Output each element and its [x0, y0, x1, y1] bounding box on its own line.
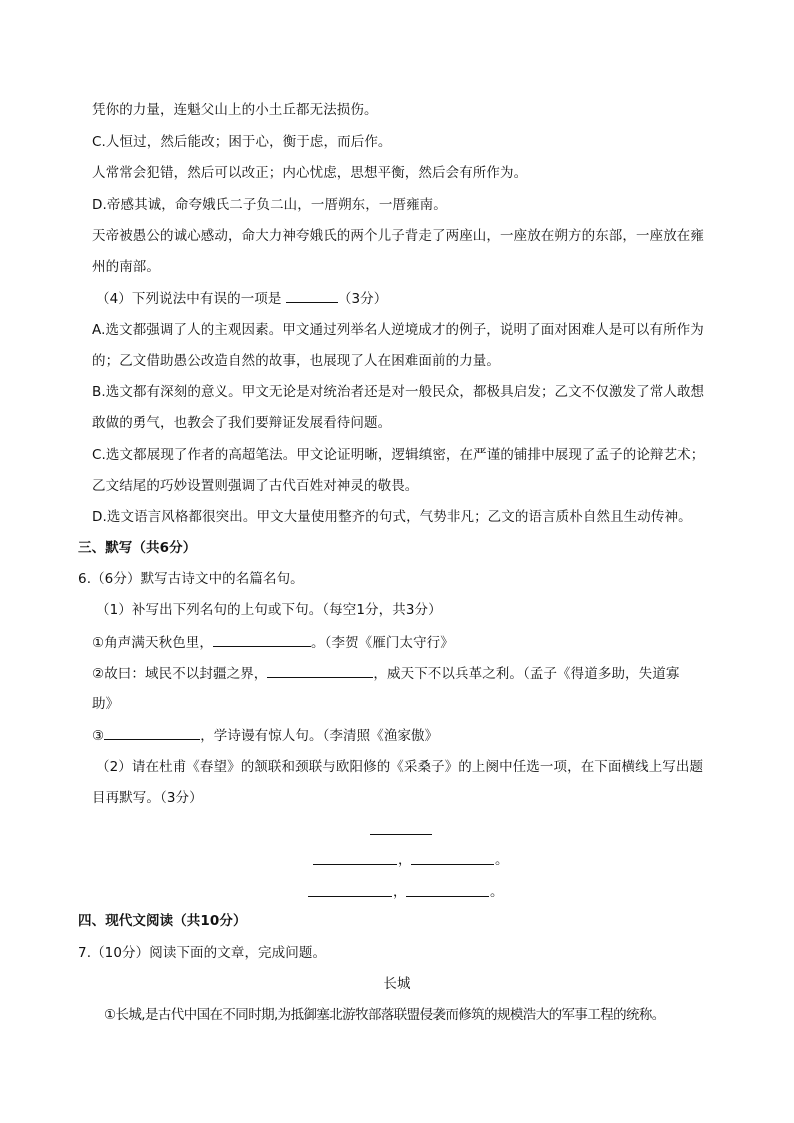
answer-line[interactable] — [411, 864, 494, 865]
fill-item-2-prompt: ②故曰：域民不以封疆之界， — [92, 666, 268, 682]
choice-b-cont: 敢做的勇气，也教会了我们要辩证发展看待问题。 — [92, 415, 392, 431]
question-6-part-1: （1）补写出下列名句的上句或下句。（每空1分，共3分） — [96, 602, 442, 618]
question-4-score: （3分） — [337, 291, 388, 307]
answer-line[interactable] — [313, 864, 397, 865]
circled-3-marker: ③ — [92, 728, 105, 744]
fill-item-2-source: ，威天下不以兵革之利。（孟子《得道多助，失道寡 — [373, 666, 680, 682]
answer-blank[interactable] — [104, 725, 200, 740]
question-6-part-2: （2）请在杜甫《春望》的颔联和颈联与欧阳修的《采桑子》的上阕中任选一项，在下面横线上写出题 — [96, 759, 704, 775]
question-4 — [96, 288, 728, 309]
fill-item-3 — [92, 725, 724, 746]
question-7: 7.（10分）阅读下面的文章，完成问题。 — [78, 945, 327, 961]
text-line: 凭你的力量，连魁父山上的小土丘都无法损伤。 — [92, 102, 378, 118]
section-4-heading: 四、现代文阅读（共10分） — [78, 913, 247, 929]
period-mark: 。 — [495, 852, 509, 868]
question-6-part-2-cont: 目再默写。（3分） — [92, 790, 203, 806]
answer-blank[interactable] — [267, 663, 373, 678]
question-6: 6.（6分）默写古诗文中的名篇名句。 — [78, 571, 304, 587]
question-4-prompt: （4）下列说法中有误的一项是 — [96, 291, 286, 307]
choice-c-cont: 乙文结尾的巧妙设置则强调了古代百姓对神灵的敬畏。 — [92, 478, 419, 494]
choice-a: A.选文都强调了人的主观因素。甲文通过列举名人逆境成才的例子，说明了面对困难人是可以有所作为 — [92, 322, 704, 338]
answer-line[interactable] — [308, 896, 392, 897]
section-3-heading: 三、默写（共6分） — [78, 540, 197, 556]
fill-item-1-prompt: ①角声满天秋色里， — [92, 635, 214, 651]
answer-blank[interactable] — [213, 632, 311, 647]
article-paragraph-1: ①长城,是古代中国在不同时期,为抵御塞北游牧部落联盟侵袭而修筑的规模浩大的军事工程的统称。 — [104, 1007, 665, 1023]
article-title: 长城 — [383, 976, 411, 992]
choice-d: D.选文语言风格都很突出。甲文大量使用整齐的句式，气势非凡；乙文的语言质朴自然且生动传神。 — [92, 509, 692, 525]
option-d-original: D.帝感其诚，命夸娥氏二子负二山，一厝朔东，一厝雍南。 — [92, 197, 447, 213]
title-answer-line[interactable] — [370, 834, 432, 835]
fill-item-3-source: ，学诗谩有惊人句。（李清照《渔家傲》 — [200, 728, 439, 744]
answer-line[interactable] — [406, 896, 489, 897]
answer-blank[interactable] — [286, 288, 338, 303]
option-d-translation: 天帝被愚公的诚心感动，命大力神夸娥氏的两个儿子背走了两座山，一座放在朔方的东部，一座放在雍 — [92, 228, 704, 244]
comma-mark: ， — [398, 852, 412, 868]
option-c-original: C.人恒过，然后能改；困于心，衡于虑，而后作。 — [92, 134, 392, 150]
choice-c: C.选文都展现了作者的高超笔法。甲文论证明晰，逻辑缜密，在严谨的铺排中展现了孟子的论辩艺术； — [92, 447, 705, 463]
option-d-translation-cont: 州的南部。 — [92, 259, 160, 275]
option-c-translation: 人常常会犯错，然后可以改正；内心忧虑，思想平衡，然后会有所作为。 — [92, 165, 528, 181]
fill-item-2-cont: 助》 — [92, 696, 120, 712]
choice-a-cont: 的；乙文借助愚公改造自然的故事，也展现了人在困难面前的力量。 — [92, 353, 500, 369]
period-mark: 。 — [490, 884, 504, 900]
fill-item-1 — [92, 632, 724, 653]
fill-item-2 — [92, 663, 724, 684]
fill-item-1-source: 。（李贺《雁门太守行》 — [311, 635, 454, 651]
comma-mark: ， — [393, 884, 407, 900]
choice-b: B.选文都有深刻的意义。甲文无论是对统治者还是对一般民众，都极具启发；乙文不仅激发了常人敢想 — [92, 384, 705, 400]
